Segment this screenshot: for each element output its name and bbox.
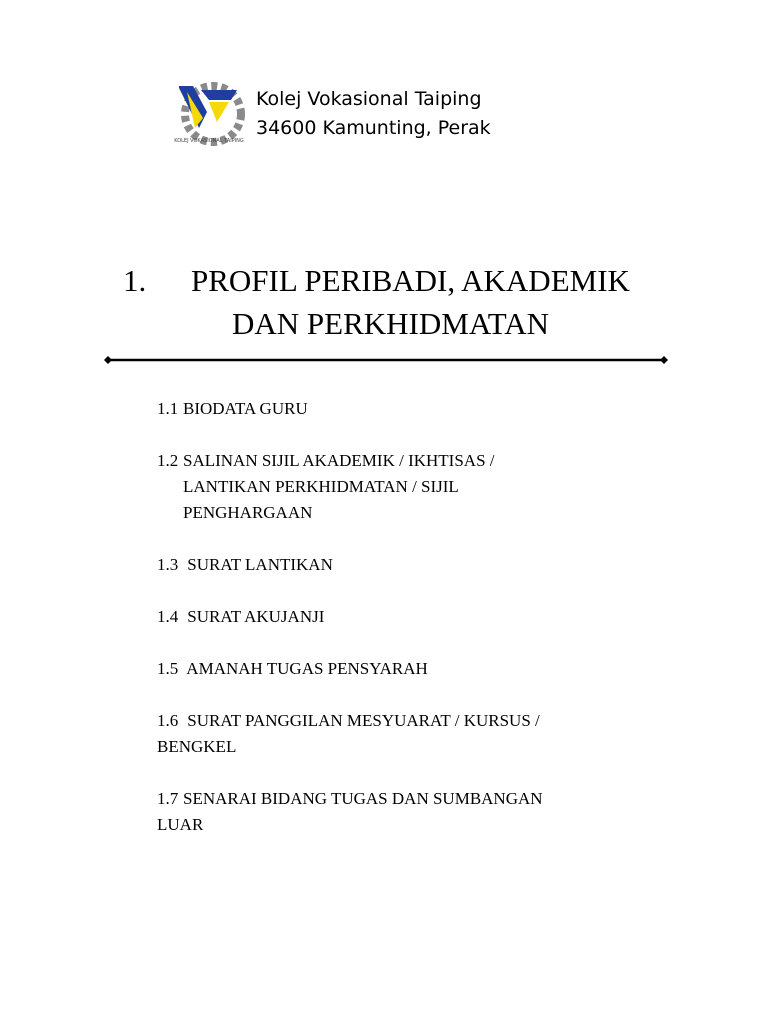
contents-list bbox=[157, 396, 637, 864]
institution-block bbox=[256, 85, 491, 143]
section-number: 1. bbox=[123, 263, 147, 298]
section-title-line-1: PROFIL PERIBADI, AKADEMIK bbox=[191, 263, 630, 298]
decorative-rule bbox=[104, 355, 668, 365]
institution-address: 34600 Kamunting, Perak bbox=[256, 117, 491, 139]
list-item: 1.4 SURAT AKUJANJI bbox=[157, 607, 325, 626]
list-item: 1.2 SALINAN SIJIL AKADEMIK / IKHTISAS / LANTIKAN PERKHIDMATAN / SIJIL PENGHARGAAN bbox=[157, 451, 495, 522]
list-item: 1.7 SENARAI BIDANG TUGAS DAN SUMBANGAN LUAR bbox=[157, 789, 543, 834]
list-item: 1.3 SURAT LANTIKAN bbox=[157, 555, 333, 574]
kolej-vokasional-gear-logo-icon bbox=[173, 78, 245, 146]
svg-text:KOLEJ VOKASIONAL TAIPING: KOLEJ VOKASIONAL TAIPING bbox=[174, 138, 244, 144]
institution-name: Kolej Vokasional Taiping bbox=[256, 88, 482, 110]
list-item: 1.5 AMANAH TUGAS PENSYARAH bbox=[157, 659, 428, 678]
list-item: 1.6 SURAT PANGGILAN MESYUARAT / KURSUS / BENGKEL bbox=[157, 711, 540, 756]
list-item: 1.1 BIODATA GURU bbox=[157, 399, 308, 418]
section-title-line-2: DAN PERKHIDMATAN bbox=[232, 306, 549, 341]
